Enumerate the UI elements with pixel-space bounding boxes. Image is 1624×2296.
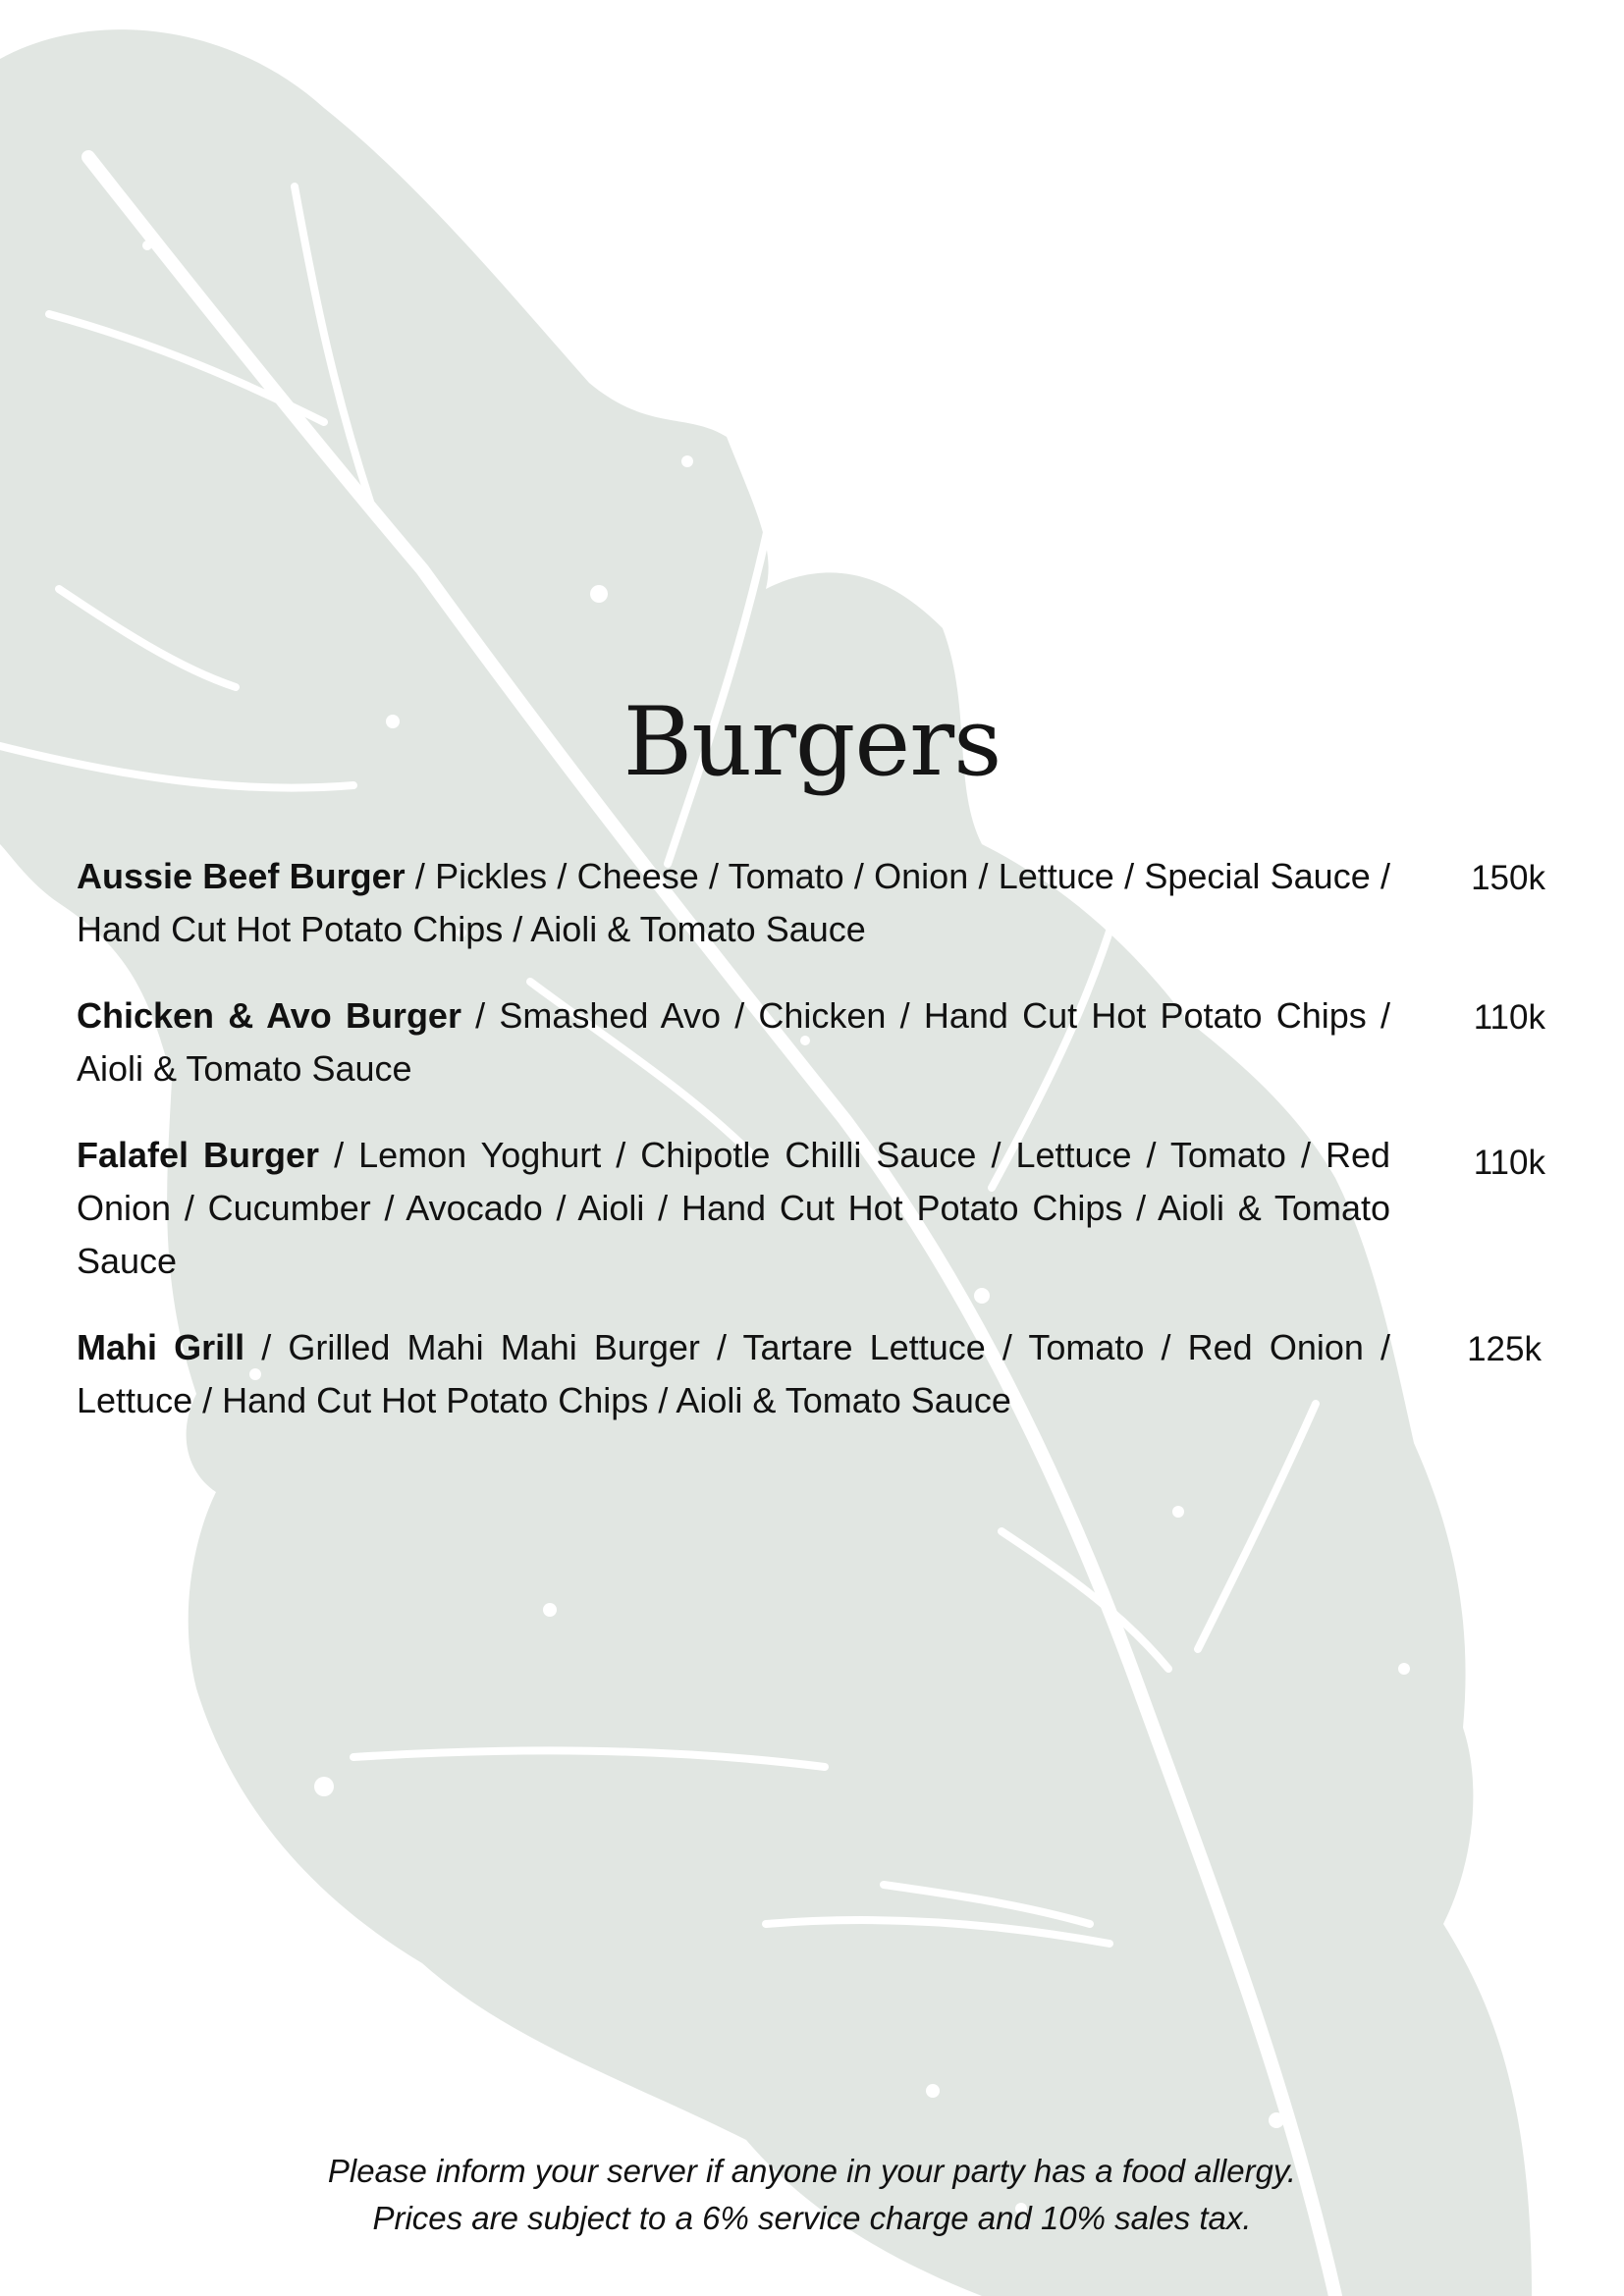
menu-item-description: / Lemon Yoghurt / Chipotle Chilli Sauce / Lettuce / Tomato / Red Onion / Cucumber / Avocado / Aioli / Hand Cut Hot Potato Chips / Aioli & Tomato Sauce — [77, 1135, 1390, 1281]
menu-item-name: Chicken & Avo Burger — [77, 995, 461, 1036]
menu-item-text — [77, 1321, 1390, 1427]
menu-list — [77, 850, 1549, 1461]
allergy-notice: Please inform your server if anyone in your party has a food allergy. — [327, 2153, 1297, 2189]
menu-item — [77, 850, 1549, 956]
menu-footer — [0, 2148, 1624, 2242]
menu-item-price: 110k — [1473, 1144, 1545, 1182]
menu-item-name: Falafel Burger — [77, 1135, 320, 1175]
menu-item-price: 125k — [1467, 1330, 1542, 1368]
menu-item-text — [77, 989, 1390, 1095]
menu-item — [77, 1321, 1549, 1427]
menu-item-description: / Grilled Mahi Mahi Burger / Tartare Lettuce / Tomato / Red Onion / Lettuce / Hand Cut Hot Potato Chips / Aioli & Tomato Sauce — [77, 1327, 1391, 1420]
menu-item-text — [77, 850, 1390, 956]
menu-item — [77, 1129, 1549, 1288]
service-charge-notice: Prices are subject to a 6% service charge and 10% sales tax. — [372, 2200, 1252, 2236]
menu-item-price: 150k — [1471, 859, 1545, 897]
menu-item-description: / Smashed Avo / Chicken / Hand Cut Hot Potato Chips / Aioli & Tomato Sauce — [77, 995, 1390, 1089]
section-title: Burgers — [623, 687, 1001, 797]
menu-item-text — [77, 1129, 1390, 1288]
menu-item-name: Aussie Beef Burger — [77, 856, 406, 896]
menu-item-description: / Pickles / Cheese / Tomato / Onion / Lettuce / Special Sauce / Hand Cut Hot Potato Chips / Aioli & Tomato Sauce — [77, 856, 1390, 949]
menu-item-price: 110k — [1473, 998, 1545, 1037]
menu-item-name: Mahi Grill — [77, 1327, 245, 1367]
menu-item — [77, 989, 1549, 1095]
